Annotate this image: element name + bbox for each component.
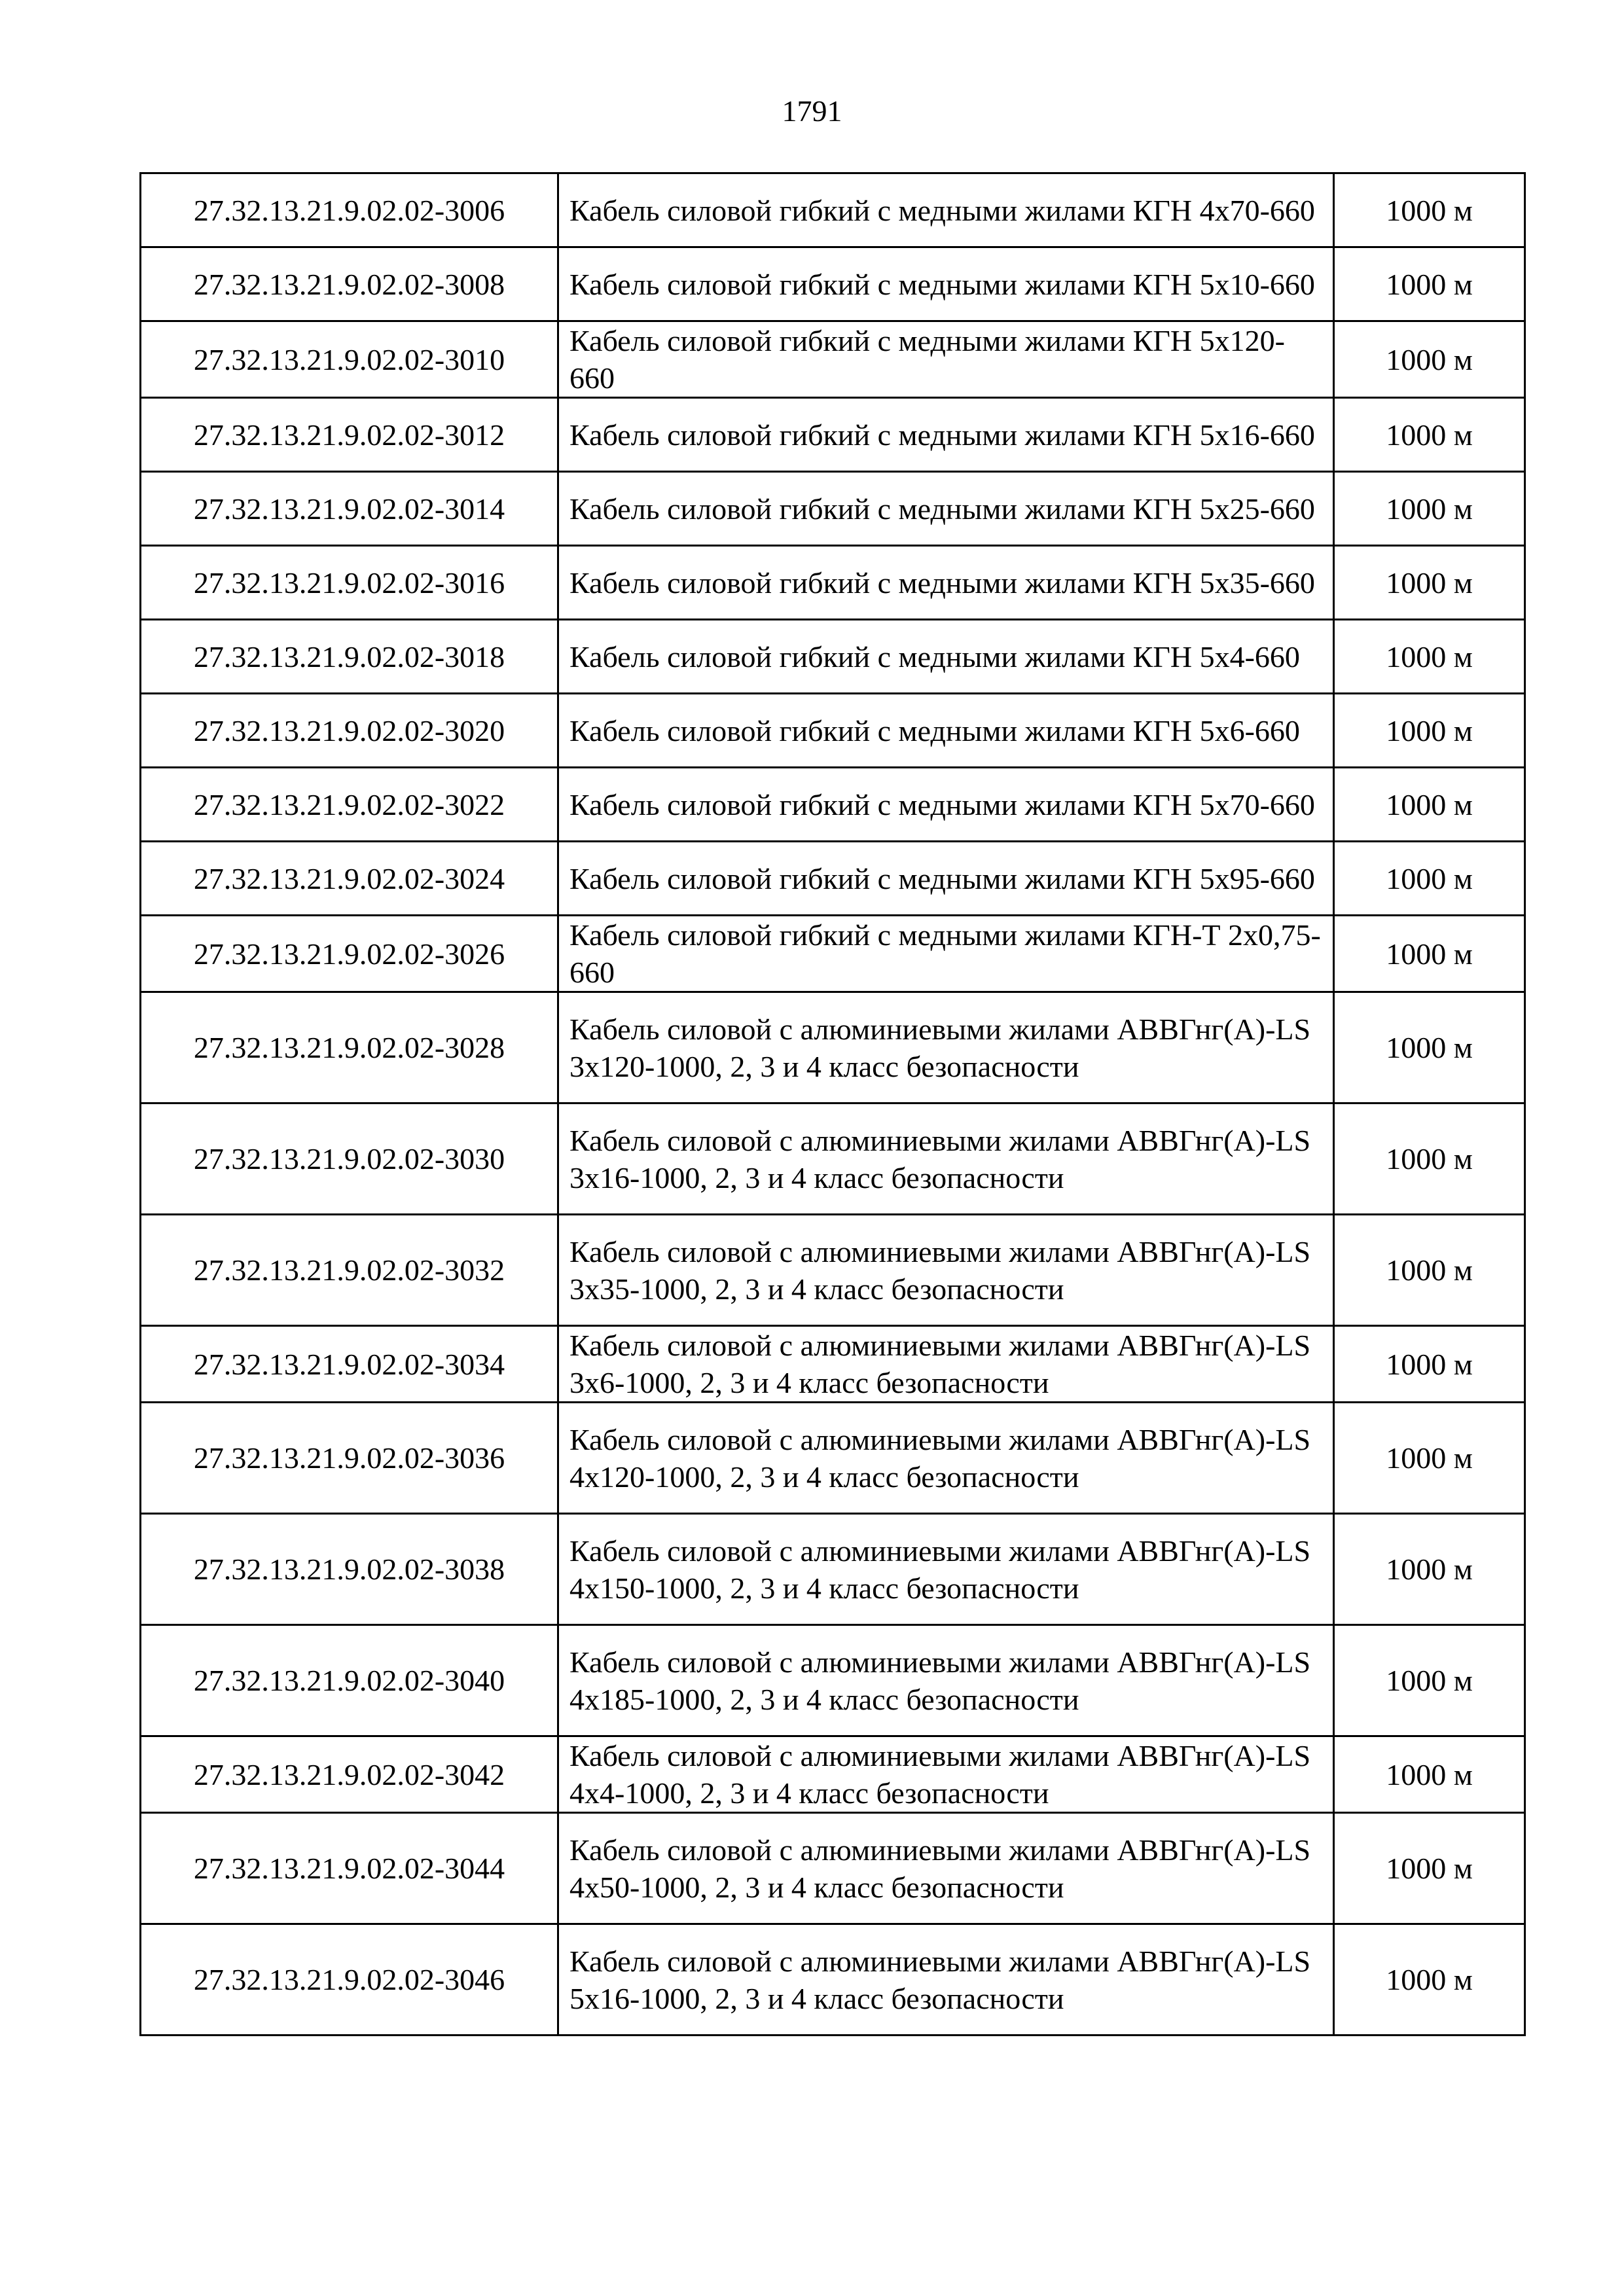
item-code: 27.32.13.21.9.02.02-3006 [141,173,558,247]
item-name: Кабель силовой с алюминиевыми жилами АВВГнг(А)-LS 4x185-1000, 2, 3 и 4 класс безопасности [558,1625,1334,1736]
item-code: 27.32.13.21.9.02.02-3028 [141,992,558,1103]
item-unit: 1000 м [1334,1924,1525,2036]
item-name: Кабель силовой гибкий с медными жилами КГН-Т 2x0,75-660 [558,916,1334,992]
item-unit: 1000 м [1334,546,1525,620]
item-name: Кабель силовой гибкий с медными жилами КГН 5x16-660 [558,398,1334,472]
item-name: Кабель силовой с алюминиевыми жилами АВВГнг(А)-LS 3x16-1000, 2, 3 и 4 класс безопасности [558,1103,1334,1215]
item-code: 27.32.13.21.9.02.02-3018 [141,620,558,694]
item-unit: 1000 м [1334,1326,1525,1403]
item-code: 27.32.13.21.9.02.02-3024 [141,842,558,916]
item-unit: 1000 м [1334,768,1525,842]
item-code: 27.32.13.21.9.02.02-3014 [141,472,558,546]
item-name: Кабель силовой с алюминиевыми жилами АВВГнг(А)-LS 4x120-1000, 2, 3 и 4 класс безопасности [558,1403,1334,1514]
item-name: Кабель силовой с алюминиевыми жилами АВВГнг(А)-LS 4x50-1000, 2, 3 и 4 класс безопасности [558,1813,1334,1924]
item-code: 27.32.13.21.9.02.02-3038 [141,1514,558,1625]
table-row [141,1625,1525,1736]
item-unit: 1000 м [1334,1736,1525,1813]
item-name: Кабель силовой гибкий с медными жилами КГН 5x6-660 [558,694,1334,768]
table-row [141,321,1525,398]
item-code: 27.32.13.21.9.02.02-3034 [141,1326,558,1403]
table-row [141,992,1525,1103]
item-name: Кабель силовой гибкий с медными жилами КГН 5x95-660 [558,842,1334,916]
item-unit: 1000 м [1334,1215,1525,1326]
item-name: Кабель силовой с алюминиевыми жилами АВВГнг(А)-LS 4x150-1000, 2, 3 и 4 класс безопасности [558,1514,1334,1625]
table-row [141,842,1525,916]
table-row [141,916,1525,992]
item-code: 27.32.13.21.9.02.02-3008 [141,247,558,321]
item-code: 27.32.13.21.9.02.02-3044 [141,1813,558,1924]
table-row [141,247,1525,321]
cable-items-table [139,172,1526,2036]
table-row [141,173,1525,247]
item-unit: 1000 м [1334,694,1525,768]
item-name: Кабель силовой с алюминиевыми жилами АВВГнг(А)-LS 3x6-1000, 2, 3 и 4 класс безопасности [558,1326,1334,1403]
item-code: 27.32.13.21.9.02.02-3026 [141,916,558,992]
item-name: Кабель силовой гибкий с медными жилами КГН 5x25-660 [558,472,1334,546]
table-row [141,398,1525,472]
table-row [141,1514,1525,1625]
item-unit: 1000 м [1334,1514,1525,1625]
item-unit: 1000 м [1334,398,1525,472]
item-name: Кабель силовой гибкий с медными жилами КГН 5x4-660 [558,620,1334,694]
item-code: 27.32.13.21.9.02.02-3030 [141,1103,558,1215]
item-code: 27.32.13.21.9.02.02-3032 [141,1215,558,1326]
item-code: 27.32.13.21.9.02.02-3020 [141,694,558,768]
item-name: Кабель силовой с алюминиевыми жилами АВВГнг(А)-LS 3x120-1000, 2, 3 и 4 класс безопасности [558,992,1334,1103]
item-unit: 1000 м [1334,1403,1525,1514]
item-unit: 1000 м [1334,472,1525,546]
item-unit: 1000 м [1334,992,1525,1103]
table-row [141,1326,1525,1403]
item-unit: 1000 м [1334,321,1525,398]
table-row [141,472,1525,546]
item-unit: 1000 м [1334,1103,1525,1215]
item-unit: 1000 м [1334,1625,1525,1736]
item-name: Кабель силовой гибкий с медными жилами КГН 5x10-660 [558,247,1334,321]
table-row [141,1813,1525,1924]
item-code: 27.32.13.21.9.02.02-3022 [141,768,558,842]
item-name: Кабель силовой гибкий с медными жилами КГН 5x35-660 [558,546,1334,620]
table-row [141,546,1525,620]
item-name: Кабель силовой с алюминиевыми жилами АВВГнг(А)-LS 3x35-1000, 2, 3 и 4 класс безопасности [558,1215,1334,1326]
item-code: 27.32.13.21.9.02.02-3042 [141,1736,558,1813]
item-name: Кабель силовой гибкий с медными жилами КГН 4x70-660 [558,173,1334,247]
item-name: Кабель силовой гибкий с медными жилами КГН 5x70-660 [558,768,1334,842]
table-row [141,1403,1525,1514]
item-unit: 1000 м [1334,916,1525,992]
item-code: 27.32.13.21.9.02.02-3040 [141,1625,558,1736]
table-row [141,768,1525,842]
item-name: Кабель силовой с алюминиевыми жилами АВВГнг(А)-LS 4x4-1000, 2, 3 и 4 класс безопасности [558,1736,1334,1813]
item-code: 27.32.13.21.9.02.02-3046 [141,1924,558,2036]
page-number: 1791 [782,94,842,128]
table-row [141,1924,1525,2036]
table-row [141,1736,1525,1813]
item-unit: 1000 м [1334,842,1525,916]
item-name: Кабель силовой с алюминиевыми жилами АВВГнг(А)-LS 5x16-1000, 2, 3 и 4 класс безопасности [558,1924,1334,2036]
table-body [141,173,1525,2036]
table-row [141,1215,1525,1326]
item-unit: 1000 м [1334,620,1525,694]
table-row [141,1103,1525,1215]
item-name: Кабель силовой гибкий с медными жилами КГН 5x120-660 [558,321,1334,398]
item-code: 27.32.13.21.9.02.02-3016 [141,546,558,620]
item-unit: 1000 м [1334,247,1525,321]
item-unit: 1000 м [1334,173,1525,247]
item-code: 27.32.13.21.9.02.02-3012 [141,398,558,472]
table-row [141,620,1525,694]
item-unit: 1000 м [1334,1813,1525,1924]
item-code: 27.32.13.21.9.02.02-3010 [141,321,558,398]
item-code: 27.32.13.21.9.02.02-3036 [141,1403,558,1514]
table-row [141,694,1525,768]
